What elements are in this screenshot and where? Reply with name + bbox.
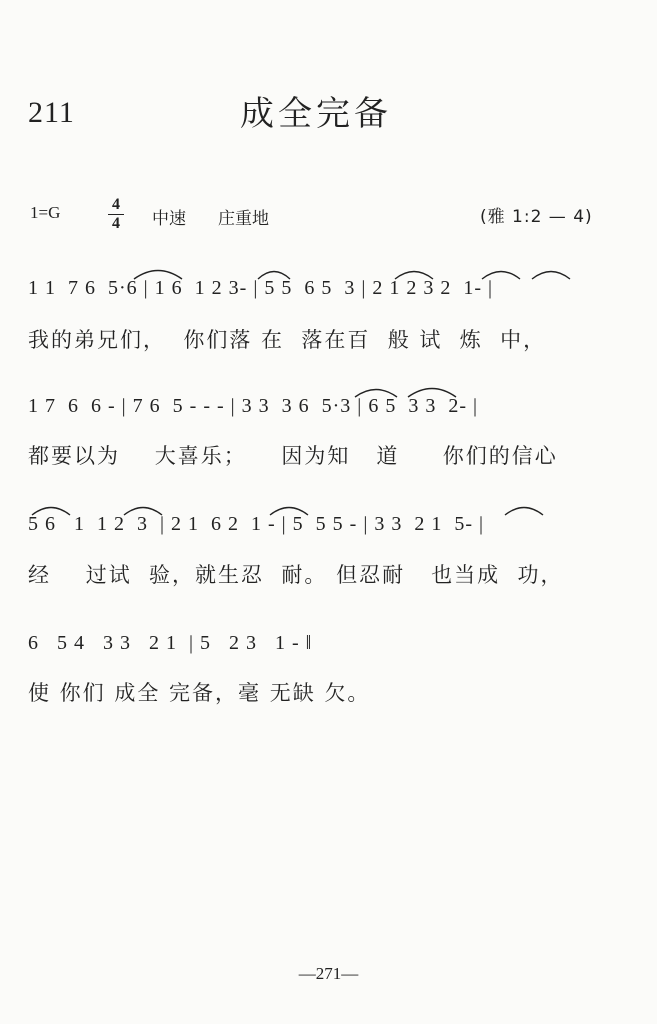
notation-line-4: 6 5 4 3 3 2 1 | 5 2 3 1 - ‖ bbox=[28, 632, 313, 654]
lyrics-line-2: 都要以为 大喜乐； 因为知 道 你们的信心 bbox=[28, 444, 558, 468]
notation-line-2: 1 7 6 6 - | 7 6 5 - - - | 3 3 3 6 5·3 | 6 5 3 3 2- | bbox=[28, 395, 478, 417]
hymn-title: 成全完备 bbox=[240, 94, 392, 134]
scripture-reference: (雅 1:2 — 4) bbox=[480, 207, 593, 227]
lyrics-line-4: 使 你们 成全 完备，毫 无缺 欠。 bbox=[28, 681, 371, 705]
notation-line-3: 5 6 1 1 2 3 | 2 1 6 2 1 - | 5 5 5 - | 3 3 2 1 5- | bbox=[28, 513, 484, 535]
time-signature-bottom: 4 bbox=[112, 215, 120, 232]
notation-line-1: 1 1 7 6 5·6 | 1 6 1 2 3- | 5 5 6 5 3 | 2 1 2 3 2 1- | bbox=[28, 277, 493, 299]
lyrics-line-1: 我的弟兄们， 你们落 在 落在百 般 试 炼 中， bbox=[28, 328, 547, 352]
key-signature: 1=G bbox=[30, 203, 61, 222]
lyrics-line-3: 经 过试 验，就生忍 耐。 但忍耐 也当成 功， bbox=[28, 563, 564, 587]
hymn-number: 211 bbox=[28, 96, 75, 129]
time-signature-top: 4 bbox=[108, 196, 124, 215]
expression-marking: 庄重地 bbox=[218, 209, 269, 229]
tempo-marking: 中速 bbox=[152, 209, 186, 229]
page-number: —271— bbox=[298, 964, 359, 983]
